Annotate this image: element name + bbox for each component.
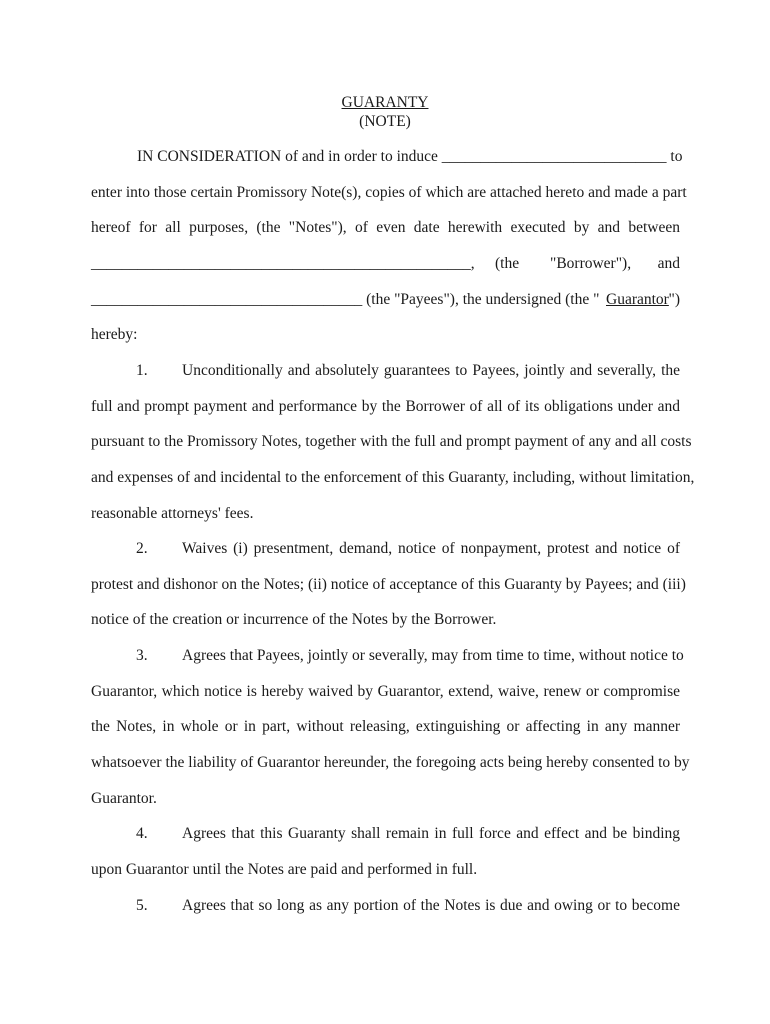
intro-line-3: hereof for all purposes, (the "Notes"), of even date herewith executed by and between	[91, 219, 680, 236]
item-3-first-line: Agrees that Payees, jointly or severally, may from time to time, without notice to	[182, 647, 684, 664]
item-2-number: 2.	[136, 540, 148, 557]
document-subtitle: (NOTE)	[359, 113, 411, 130]
intro-line-2: enter into those certain Promissory Note(s), copies of which are attached hereto and made a part	[91, 184, 687, 201]
item-1-line: full and prompt payment and performance by the Borrower of all of its obligations under and	[91, 398, 680, 415]
intro-line-4-and: and	[657, 255, 680, 272]
payees-blank: ___________________________________ (the "Payees"), the undersigned (the "	[91, 291, 600, 308]
guarantor-term: Guarantor	[606, 291, 669, 308]
item-1-line: pursuant to the Promissory Notes, together with the full and prompt payment of any and all costs	[91, 433, 692, 450]
item-3-line: whatsoever the liability of Guarantor hereunder, the foregoing acts being hereby consented to by	[91, 754, 690, 771]
item-3-number: 3.	[136, 647, 148, 664]
item-1-last-line: reasonable attorneys' fees.	[91, 505, 254, 522]
intro-line-4-the: (the	[495, 255, 520, 272]
borrower-term: "Borrower"),	[550, 255, 632, 272]
item-2-last-line: notice of the creation or incurrence of the Notes by the Borrower.	[91, 611, 497, 628]
item-5-number: 5.	[136, 897, 148, 914]
item-1-number: 1.	[136, 362, 148, 379]
item-3-line: the Notes, in whole or in part, without releasing, extinguishing or affecting in any manner	[91, 718, 680, 735]
item-2-line: protest and dishonor on the Notes; (ii) notice of acceptance of this Guaranty by Payees; and (iii)	[91, 576, 686, 593]
item-4-last-line: upon Guarantor until the Notes are paid and performed in full.	[91, 861, 478, 878]
guarantor-term-close: ")	[668, 291, 680, 308]
item-3-line: Guarantor, which notice is hereby waived by Guarantor, extend, waive, renew or compromise	[91, 683, 680, 700]
intro-line-6: hereby:	[91, 326, 138, 343]
intro-line-4	[91, 252, 680, 276]
item-2-first-line: Waives (i) presentment, demand, notice of nonpayment, protest and notice of	[182, 540, 680, 557]
borrower-blank: _________________________________________________,	[91, 255, 475, 272]
intro-line-5	[91, 288, 680, 312]
item-1-line: and expenses of and incidental to the enforcement of this Guaranty, including, without limitation,	[91, 469, 695, 486]
intro-line-1: IN CONSIDERATION of and in order to induce _____________________________ to	[137, 148, 683, 165]
item-5-first-line: Agrees that so long as any portion of the Notes is due and owing or to become	[182, 897, 680, 914]
item-4-first-line: Agrees that this Guaranty shall remain in full force and effect and be binding	[182, 825, 680, 842]
item-1-first-line: Unconditionally and absolutely guarantees to Payees, jointly and severally, the	[182, 362, 680, 379]
item-3-last-line: Guarantor.	[91, 790, 157, 807]
document-title: GUARANTY	[341, 94, 429, 111]
item-4-number: 4.	[136, 825, 148, 842]
